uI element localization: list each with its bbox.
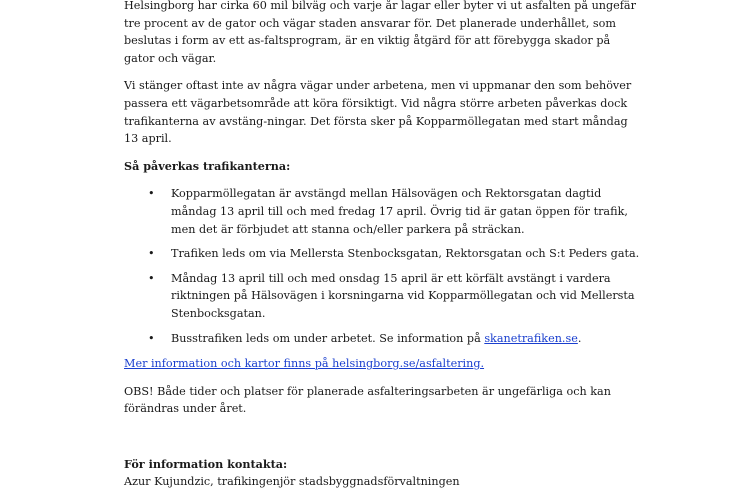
bullet-icon: • <box>148 187 155 201</box>
bus-text: Busstrafiken leds om under arbetet. Se information på <box>171 331 485 345</box>
traffic-heading: Så påverkas trafikanterna: <box>124 158 291 173</box>
bullet-icon: • <box>148 331 155 345</box>
list-item-text: Trafiken leds om via Mellersta Stenbocksgatan, Rektorsgatan och S:t Peders gata. <box>171 247 640 261</box>
bus-suffix: . <box>577 331 582 345</box>
contact-heading: För information kontakta: <box>124 456 288 471</box>
document-body <box>124 0 644 491</box>
closure-paragraph: Vi stänger oftast inte av några vägar under arbetena, men vi uppmanar den som behöver passera ett vägarbetsområde att köra försiktigt. Vid några större arbeten påverkas dock trafikanterna av avstäng-ningar. Det första sker på Kopparmöllegatan med start måndag 13 april. <box>124 79 632 146</box>
more-info-link[interactable]: Mer information och kartor finns på helsingborg.se/asfaltering. <box>124 357 485 371</box>
list-item <box>124 270 644 323</box>
traffic-impact-list <box>124 185 644 347</box>
list-item-text: Måndag 13 april till och med onsdag 15 april är ett körfält avstängt i vardera riktningen på Hälsovägen i korsningarna vid Kopparmöllegatan och vid Mellersta Stenbocksgatan. <box>171 271 635 320</box>
obs-paragraph: OBS! Både tider och platser för planerade asfalteringsarbeten är ungefärliga och kan förändras under året. <box>124 384 611 416</box>
list-item <box>124 185 644 238</box>
list-item <box>124 330 644 348</box>
contact-person: Azur Kujundzic, trafikingenjör stadsbyggnadsförvaltningen <box>124 475 460 489</box>
contact-section <box>124 456 644 491</box>
list-item <box>124 245 644 263</box>
bullet-icon: • <box>148 247 155 261</box>
intro-paragraph: Helsingborg har cirka 60 mil bilväg och varje år lagar eller byter vi ut asfalten på ungefär tre procent av de gator och vägar staden ansvarar för. Det planerade underhållet, som beslutas i form av ett as-faltsprogram, är en viktig åtgärd för att förebygga skador på gator och vägar. <box>124 0 636 65</box>
list-item-text: Kopparmöllegatan är avstängd mellan Hälsovägen och Rektorsgatan dagtid måndag 13 april till och med fredag 17 april. Övrig tid är gatan öppen för trafik, men det är förbjudet att stanna och/eller parkera på sträckan. <box>171 187 628 236</box>
skanetrafiken-link[interactable]: skanetrafiken.se <box>484 331 578 345</box>
bullet-icon: • <box>148 271 155 285</box>
